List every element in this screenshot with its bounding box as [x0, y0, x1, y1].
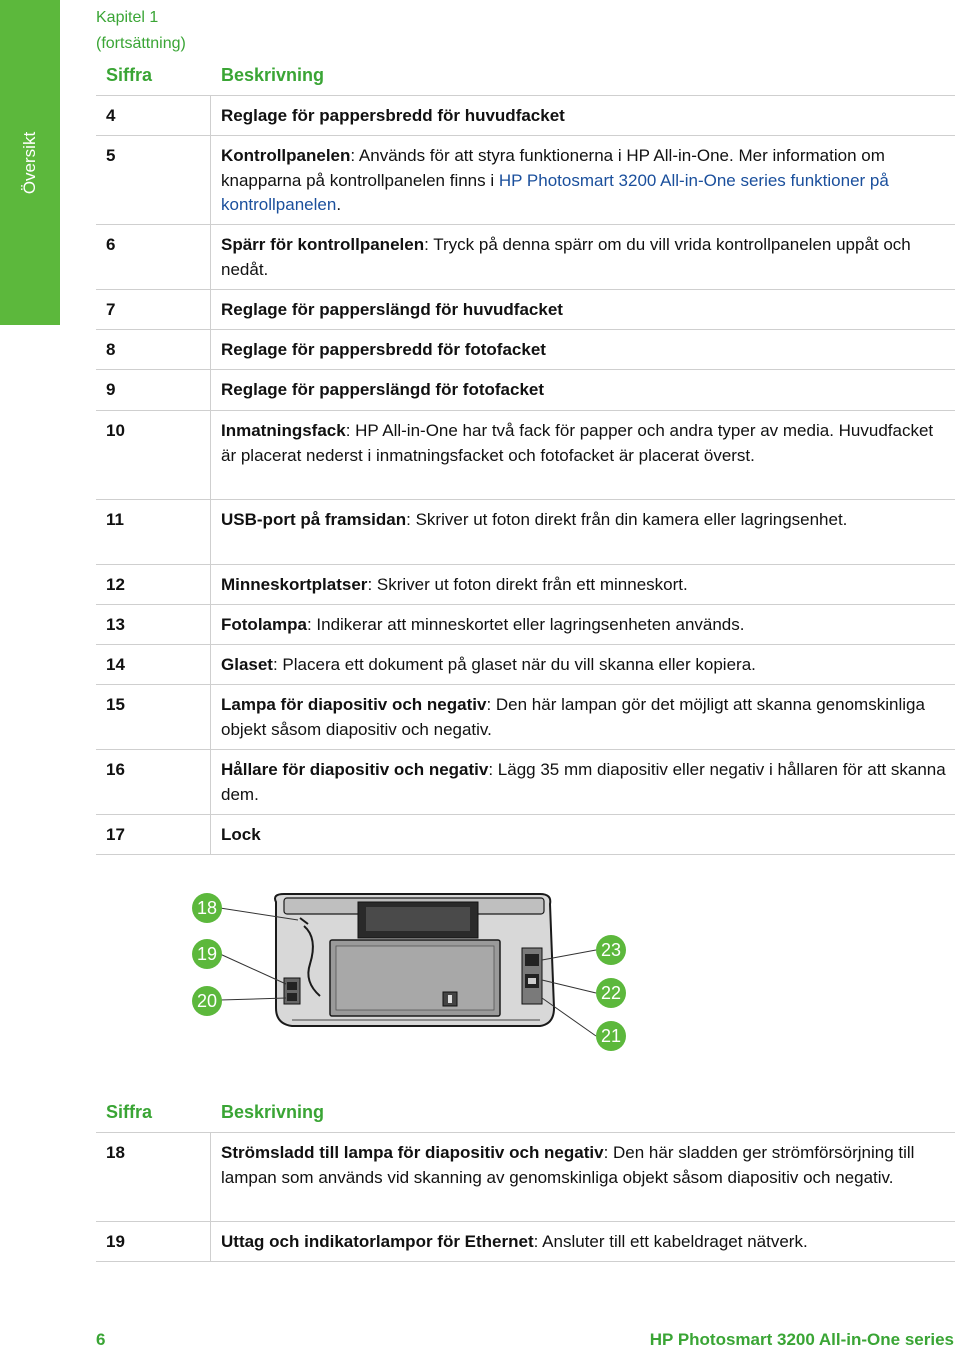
callout-20: 20 — [192, 986, 222, 1016]
row-num: 11 — [106, 510, 124, 529]
row-desc: Inmatningsfack: HP All-in-One har två fack för papper och andra typer av media. Huvudfacket är placerat nederst i inmatningsfacket och fotofacket är placerat överst. — [221, 421, 934, 465]
header-desc: Beskrivning — [221, 1102, 325, 1122]
row-desc: USB-port på framsidan: Skriver ut foton direkt från din kamera eller lagringsenhet. — [221, 510, 848, 529]
row-desc: Hållare för diapositiv och negativ: Lägg 35 mm diapositiv eller negativ i hållaren för att skanna dem. — [221, 760, 946, 804]
row-desc: Reglage för pappersbredd för fotofacket — [221, 340, 546, 359]
row-num: 18 — [106, 1143, 125, 1162]
row-desc: Uttag och indikatorlampor för Ethernet: Ansluter till ett kabeldraget nätverk. — [221, 1232, 808, 1251]
row-num: 7 — [106, 300, 116, 319]
table-row — [96, 290, 955, 330]
row-desc: Kontrollpanelen: Används för att styra funktionerna i HP All-in-One. Mer information om knapparna på kontrollpanelen finns i HP Photosmart 3200 All-in-One series funktioner på kontrollpanelen. — [221, 146, 889, 214]
table-row — [96, 605, 955, 645]
table-row — [96, 1133, 955, 1222]
header-num: Siffra — [106, 1102, 153, 1122]
callout-18: 18 — [192, 893, 222, 923]
page-number: 6 — [96, 1330, 106, 1349]
row-num: 8 — [106, 340, 116, 359]
row-num: 14 — [106, 655, 125, 674]
crossref-link[interactable]: HP Photosmart 3200 All-in-One series funktioner på kontrollpanelen — [221, 170, 889, 214]
table-row — [96, 685, 955, 750]
row-desc: Minneskortplatser: Skriver ut foton direkt från ett minneskort. — [221, 575, 688, 594]
row-num: 12 — [106, 575, 125, 594]
table-row — [96, 411, 955, 500]
chapter-heading — [96, 5, 186, 57]
table-row — [96, 815, 955, 855]
row-num: 16 — [106, 760, 125, 779]
row-num: 9 — [106, 380, 116, 399]
chapter-continued: (fortsättning) — [96, 35, 186, 52]
callout-19: 19 — [192, 939, 222, 969]
row-desc: Lampa för diapositiv och negativ: Den här lampan gör det möjligt att skanna genomskinliga objekt såsom diapositiv och negativ. — [221, 695, 925, 739]
table-row — [96, 500, 955, 565]
table-row — [96, 370, 955, 411]
header-desc: Beskrivning — [221, 65, 325, 85]
table-row — [96, 645, 955, 685]
footer-product-title: HP Photosmart 3200 All-in-One series — [649, 1330, 954, 1349]
table-row — [96, 136, 955, 225]
side-tab-label: Översikt — [20, 131, 39, 195]
row-num: 17 — [106, 825, 125, 844]
row-num: 15 — [106, 695, 125, 714]
table-row — [96, 330, 955, 370]
callout-23: 23 — [596, 935, 626, 965]
header-num: Siffra — [106, 65, 153, 85]
row-num: 6 — [106, 235, 116, 254]
table-row — [96, 565, 955, 605]
table-row — [96, 1222, 955, 1262]
table-header — [96, 1091, 955, 1133]
section-side-tab — [0, 0, 60, 325]
table-row — [96, 225, 955, 290]
table-row — [96, 96, 955, 136]
device-rear-figure — [180, 880, 680, 1060]
row-desc: Reglage för pappersbredd för huvudfacket — [221, 106, 565, 125]
row-num: 10 — [106, 421, 125, 440]
chapter-title: Kapitel 1 — [96, 9, 159, 26]
callout-22: 22 — [596, 978, 626, 1008]
row-num: 5 — [106, 146, 116, 165]
row-desc: Lock — [221, 825, 261, 844]
row-desc: Glaset: Placera ett dokument på glaset när du vill skanna eller kopiera. — [221, 655, 756, 674]
callout-21: 21 — [596, 1021, 626, 1051]
table-header — [96, 54, 955, 96]
row-desc: Reglage för papperslängd för huvudfacket — [221, 300, 563, 319]
table-row — [96, 750, 955, 815]
row-num: 13 — [106, 615, 125, 634]
row-desc: Strömsladd till lampa för diapositiv och negativ: Den här sladden ger strömförsörjning till lampan som används vid skanning av genomskinliga objekt såsom diapositiv och negativ. — [221, 1143, 915, 1187]
row-num: 4 — [106, 106, 116, 125]
row-desc: Reglage för papperslängd för fotofacket — [221, 380, 545, 399]
row-desc: Fotolampa: Indikerar att minneskortet eller lagringsenheten används. — [221, 615, 745, 634]
row-desc: Spärr för kontrollpanelen: Tryck på denna spärr om du vill vrida kontrollpanelen uppåt och nedåt. — [221, 235, 911, 279]
row-num: 19 — [106, 1232, 125, 1251]
